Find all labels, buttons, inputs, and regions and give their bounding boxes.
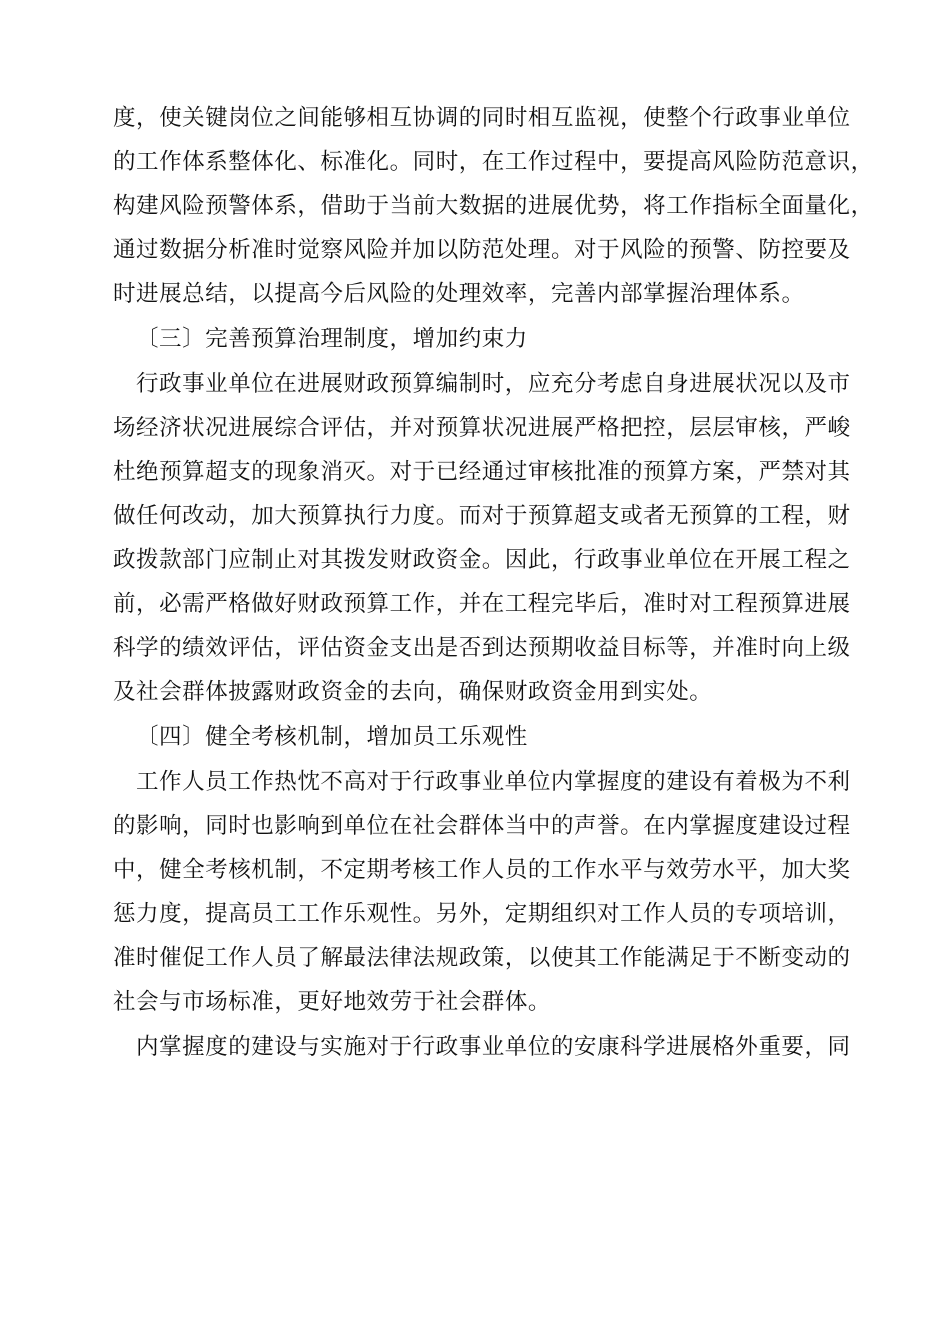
paragraph-line: 行政事业单位在进展财政预算编制时，应充分考虑自身进展状况以及市 xyxy=(136,371,851,397)
paragraph-line: 政拨款部门应制止对其拨发财政资金。因此，行政事业单位在开展工程之 xyxy=(113,547,851,573)
paragraph-line: 的影响，同时也影响到单位在社会群体当中的声誉。在内掌握度建设过程 xyxy=(113,813,851,839)
paragraph-line: 工作人员工作热忱不高对于行政事业单位内掌握度的建设有着极为不利 xyxy=(136,769,851,795)
paragraph-line: 做任何改动，加大预算执行力度。而对于预算超支或者无预算的工程，财 xyxy=(113,503,851,529)
paragraph-line: 场经济状况进展综合评估，并对预算状况进展严格把控，层层审核，严峻 xyxy=(113,415,851,441)
paragraph-line: 通过数据分析准时觉察风险并加以防范处理。对于风险的预警、防控要及 xyxy=(113,237,851,263)
section-heading-3: 〔三〕完善预算治理制度，增加约束力 xyxy=(136,326,528,352)
paragraph-line: 社会与市场标准，更好地效劳于社会群体。 xyxy=(113,989,551,1015)
paragraph-line: 内掌握度的建设与实施对于行政事业单位的安康科学进展格外重要，同 xyxy=(136,1034,851,1060)
paragraph-line: 时进展总结，以提高今后风险的处理效率，完善内部掌握治理体系。 xyxy=(113,281,805,307)
paragraph-line: 前，必需严格做好财政预算工作，并在工程完毕后，准时对工程预算进展 xyxy=(113,591,851,617)
paragraph-line: 构建风险预警体系，借助于当前大数据的进展优势，将工作指标全面量化， xyxy=(113,193,874,219)
paragraph-line: 杜绝预算超支的现象消灭。对于已经通过审核批准的预算方案，严禁对其 xyxy=(113,459,851,485)
paragraph-line: 度，使关键岗位之间能够相互协调的同时相互监视，使整个行政事业单位 xyxy=(113,105,851,131)
section-heading-4: 〔四〕健全考核机制，增加员工乐观性 xyxy=(136,724,528,750)
paragraph-line: 的工作体系整体化、标准化。同时，在工作过程中，要提高风险防范意识， xyxy=(113,149,874,175)
paragraph-line: 中，健全考核机制，不定期考核工作人员的工作水平与效劳水平，加大奖 xyxy=(113,857,851,883)
paragraph-line: 科学的绩效评估，评估资金支出是否到达预期收益目标等，并准时向上级 xyxy=(113,635,851,661)
paragraph-line: 及社会群体披露财政资金的去向，确保财政资金用到实处。 xyxy=(113,679,713,705)
paragraph-line: 准时催促工作人员了解最法律法规政策，以使其工作能满足于不断变动的 xyxy=(113,945,851,971)
paragraph-line: 惩力度，提高员工工作乐观性。另外，定期组织对工作人员的专项培训， xyxy=(113,901,851,927)
